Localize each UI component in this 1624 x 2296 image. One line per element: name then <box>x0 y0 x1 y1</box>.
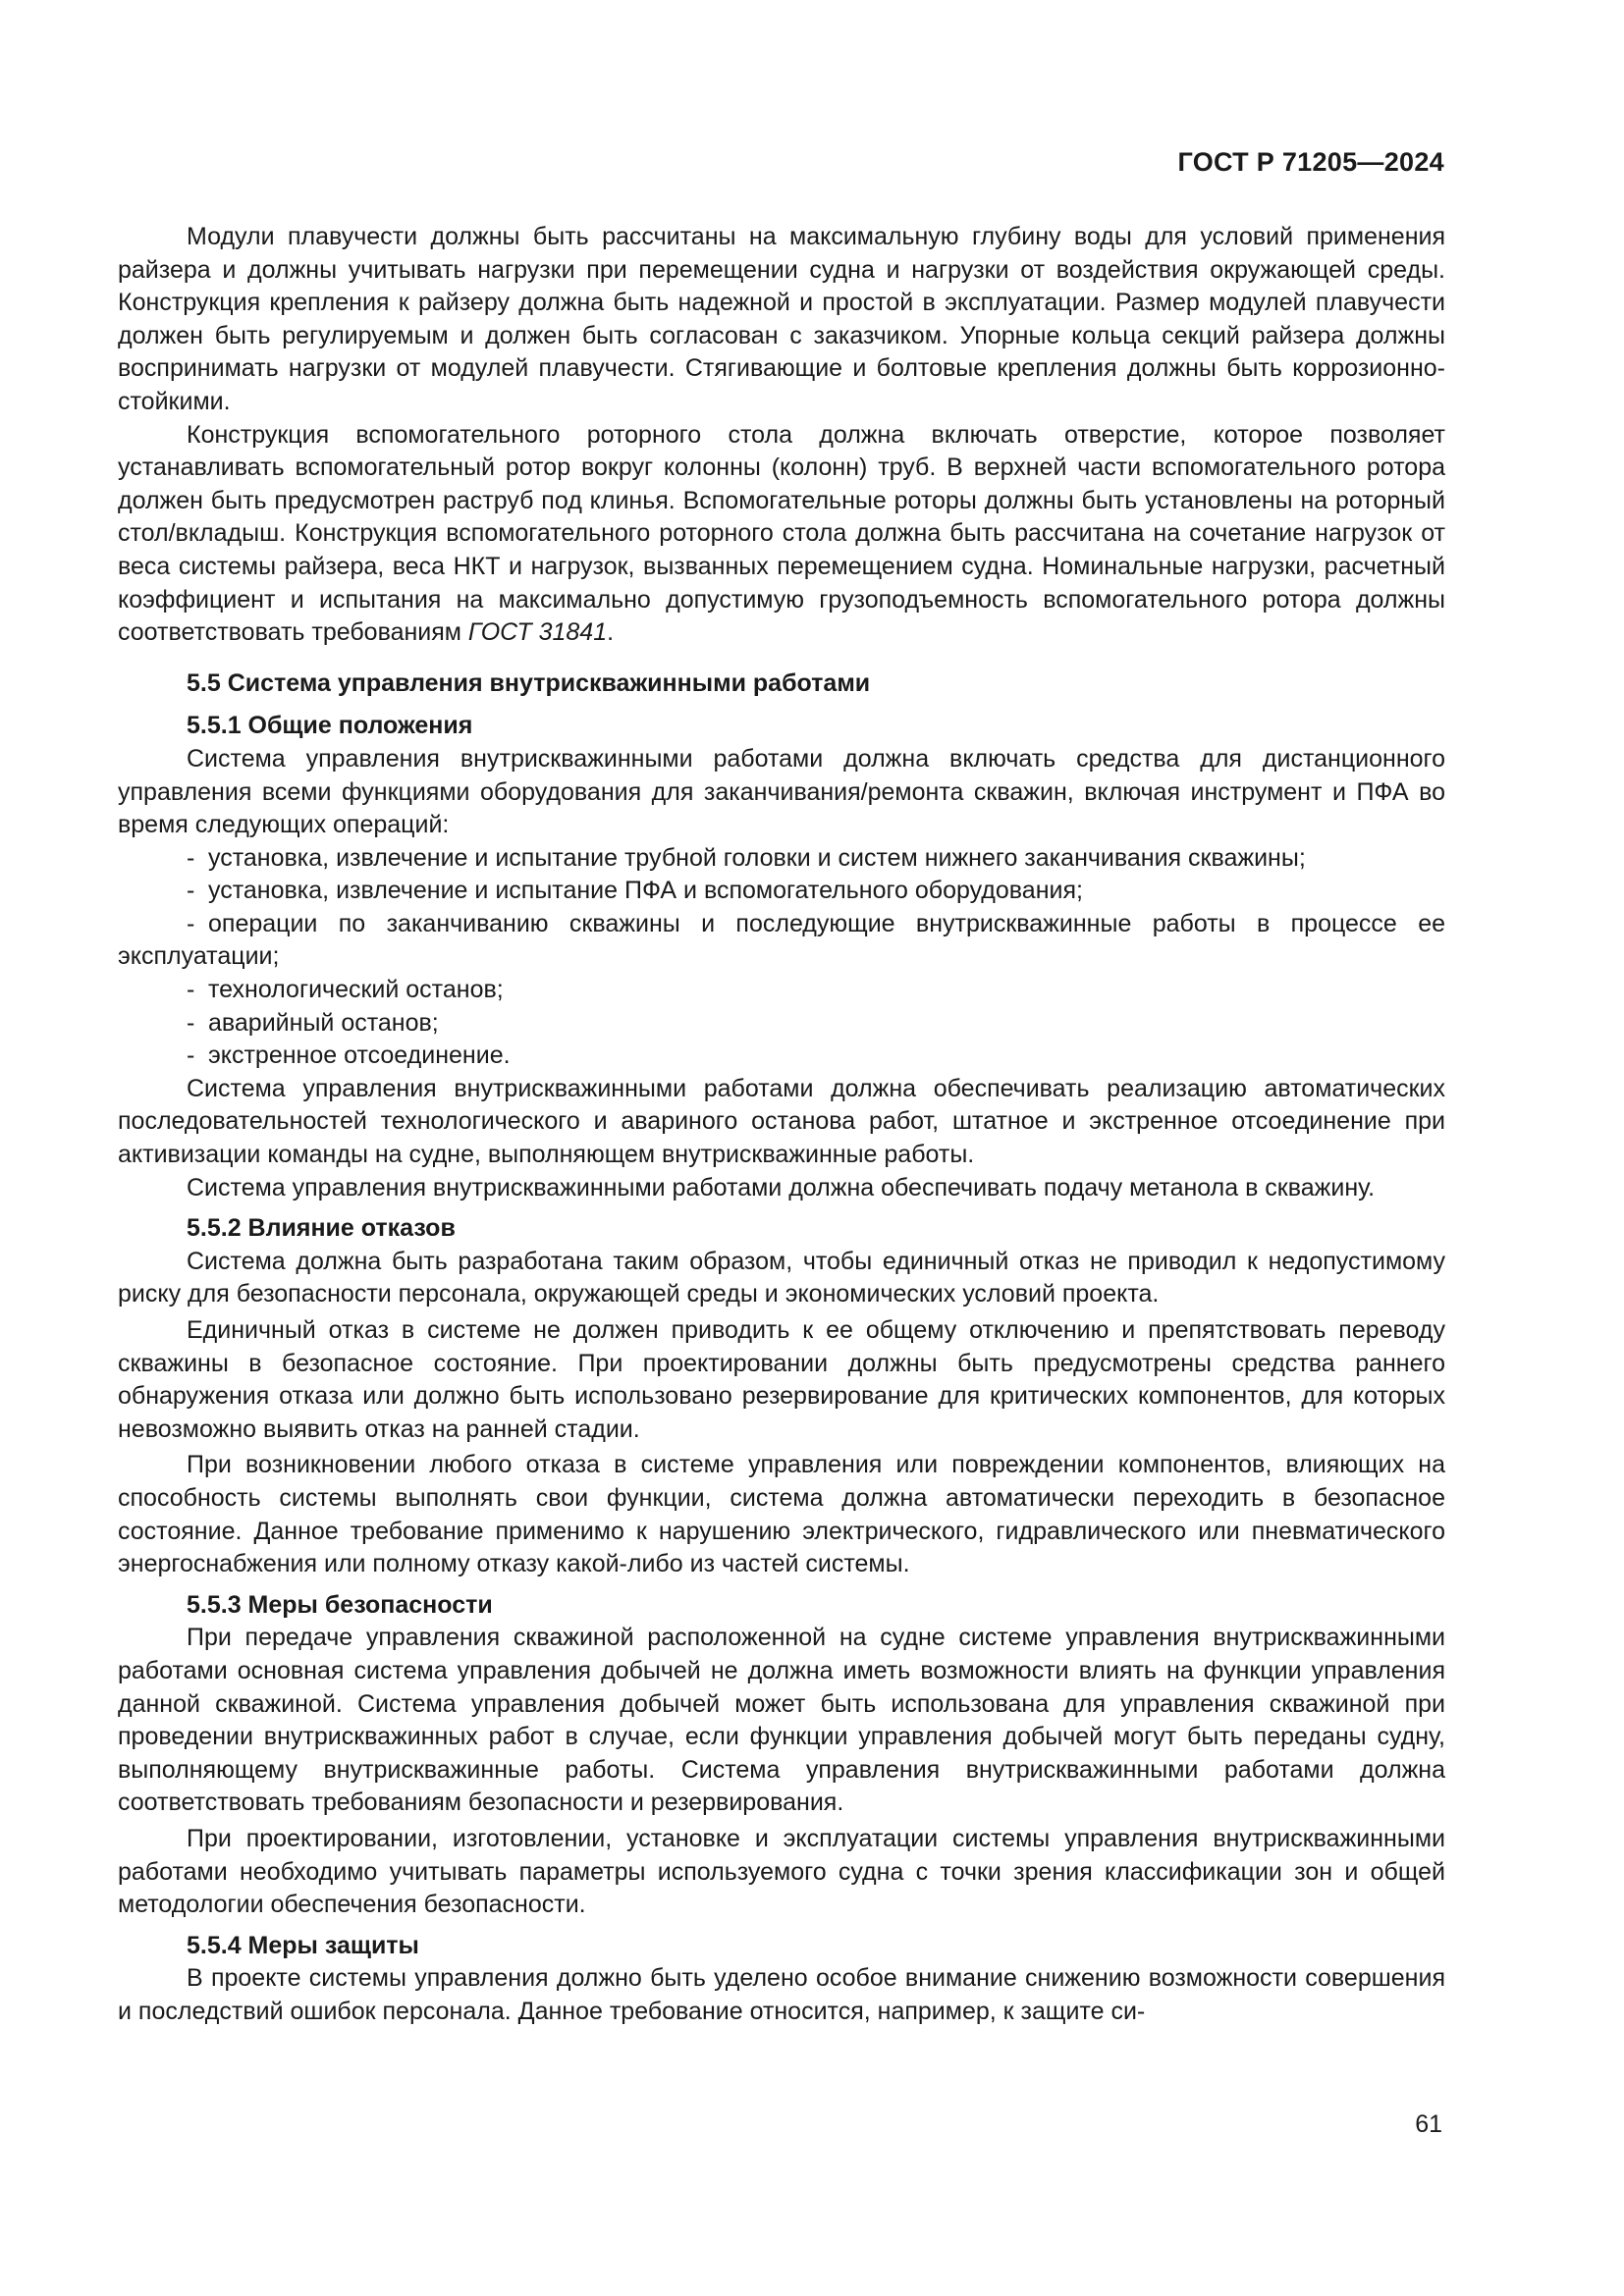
list-item <box>118 842 1445 876</box>
standard-reference: ГОСТ 31841 <box>467 618 608 647</box>
list-item-text: экстренное отсоединение. <box>208 1041 511 1070</box>
subsection-heading-5-5-2: 5.5.2 Влияние отказов <box>187 1214 456 1243</box>
list-dash: - <box>187 909 195 937</box>
sentence-end: . <box>607 618 615 647</box>
list-item <box>118 908 1445 974</box>
paragraph-5-5-4-human-error: В проекте системы управления должно быть уделено особое внимание снижению возможности совершения и последствий ошибок персонала. Данное требование относится, например, к защите си- <box>118 1964 1445 2025</box>
paragraph-5-5-3-control-transfer: При передаче управления скважиной расположенной на судне системе управления внутрискважинными работами основная система управления добычей не должна иметь возможности влиять на функции управления данной скважиной. Система управления добычей может быть использована для управления скважиной при проведении внутрискважинных работ в случае, если функции управления добычей могут быть переданы судну, выполняющему внутрискважинные работы. Система управления внутрискважинными работами должна соответствовать требованиям безопасности и резервирования. <box>118 1624 1445 1817</box>
subsection-heading-5-5-1: 5.5.1 Общие положения <box>187 712 473 740</box>
paragraph-5-5-1-automation: Система управления внутрискважинными работами должна обеспечивать реализацию автоматических последовательностей технологического и авариного останова работ, штатное и экстренное отсоединение при активизации команды на судне, выполняющем внутрискважинные работы. <box>118 1074 1445 1169</box>
paragraph-5-5-2-shutdown: Единичный отказ в системе не должен приводить к ее общему отключению и препятствовать переводу скважины в безопасное состояние. При проектировании должны быть предусмотрены средства раннего обнаружения отказа или должно быть использовано резервирование для критических компонентов, для которых невозможно выявить отказ на ранней стадии. <box>118 1316 1445 1443</box>
page-number: 61 <box>1415 2110 1442 2138</box>
document-code: ГОСТ Р 71205—2024 <box>1177 147 1444 177</box>
list-dash: - <box>187 1008 195 1037</box>
paragraph-5-5-3-design-parameters: При проектировании, изготовлении, установке и эксплуатации системы управления внутрискважинными работами необходимо учитывать параметры используемого судна с точки зрения классификации зон и общей методологии обеспечения безопасности. <box>118 1824 1445 1919</box>
paragraph-5-5-1-methanol: Система управления внутрискважинными работами должна обеспечивать подачу метанола в скважину. <box>187 1173 1376 1201</box>
list-item <box>118 974 1445 1007</box>
list-dash: - <box>187 1041 195 1070</box>
list-item-text: технологический останов; <box>208 976 504 1004</box>
list-item-text: аварийный останов; <box>208 1008 439 1037</box>
paragraph-auxiliary-rotary-table <box>118 419 1445 650</box>
list-dash: - <box>187 976 195 1004</box>
list-item-text: установка, извлечение и испытание трубной головки и систем нижнего заканчивания скважины; <box>208 843 1306 872</box>
list-item-text: операции по заканчиванию скважины и последующие внутрискважинные работы в процессе ее эксплуатации; <box>118 909 1445 971</box>
paragraph-text: Конструкция вспомогательного роторного стола должна включать отверстие, которое позволяет устанавливать вспомогательный ротор вокруг колонны (колонн) труб. В верхней части вспомогательного ротора должен быть предусмотрен раструб под клинья. Вспомогательные роторы должны быть установлены на роторный стол/вкладыш. Конструкция вспомогательного роторного стола должна быть рассчитана на сочетание нагрузок от веса системы райзера, веса НКТ и нагрузок, вызванных перемещением судна. Номинальные нагрузки, расчетный коэффициент и испытания на максимально допустимую грузоподъемность вспомогательного ротора должны соответствовать требованиям <box>118 420 1445 647</box>
list-item <box>118 1040 1445 1073</box>
subsection-heading-5-5-3: 5.5.3 Меры безопасности <box>187 1590 493 1619</box>
list-dash: - <box>187 877 195 905</box>
paragraph-5-5-1-intro: Система управления внутрискважинными работами должна включать средства для дистанционного управления всеми функциями оборудования для заканчивания/ремонта скважин, включая инструмент и ПФА во время следующих операций: <box>118 744 1445 839</box>
operations-list <box>118 842 1445 1073</box>
list-dash: - <box>187 843 195 872</box>
list-item-text: установка, извлечение и испытание ПФА и вспомогательного оборудования; <box>208 877 1083 905</box>
subsection-heading-5-5-4: 5.5.4 Меры защиты <box>187 1931 419 1959</box>
page-body <box>118 221 1445 2028</box>
paragraph-5-5-2-safe-state: При возникновении любого отказа в системе управления или повреждении компонентов, влияющих на способность системы выполнять свои функции, система должна автоматически переходить в безопасное состояние. Данное требование применимо к нарушению электрического, гидравлического или пневматического энергоснабжения или полному отказу какой-либо из частей системы. <box>118 1451 1445 1578</box>
list-item <box>118 1007 1445 1041</box>
list-item <box>118 875 1445 908</box>
paragraph-buoyancy-modules: Модули плавучести должны быть рассчитаны на максимальную глубину воды для условий применения райзера и должны учитывать нагрузки при перемещении судна и нагрузки от воздействия окружающей среды. Конструкция крепления к райзеру должна быть надежной и простой в эксплуатации. Размер модулей плавучести должен быть регулируемым и должен быть согласован с заказчиком. Упорные кольца секций райзера должны воспринимать нагрузки от модулей плавучести. Стягивающие и болтовые крепления должны быть коррозионно-стойкими. <box>118 223 1445 415</box>
section-heading-5-5: 5.5 Система управления внутрискважинными работами <box>187 668 871 697</box>
paragraph-5-5-2-single-failure: Система должна быть разработана таким образом, чтобы единичный отказ не приводил к недопустимому риску для безопасности персонала, окружающей среды и экономических условий проекта. <box>118 1247 1445 1308</box>
